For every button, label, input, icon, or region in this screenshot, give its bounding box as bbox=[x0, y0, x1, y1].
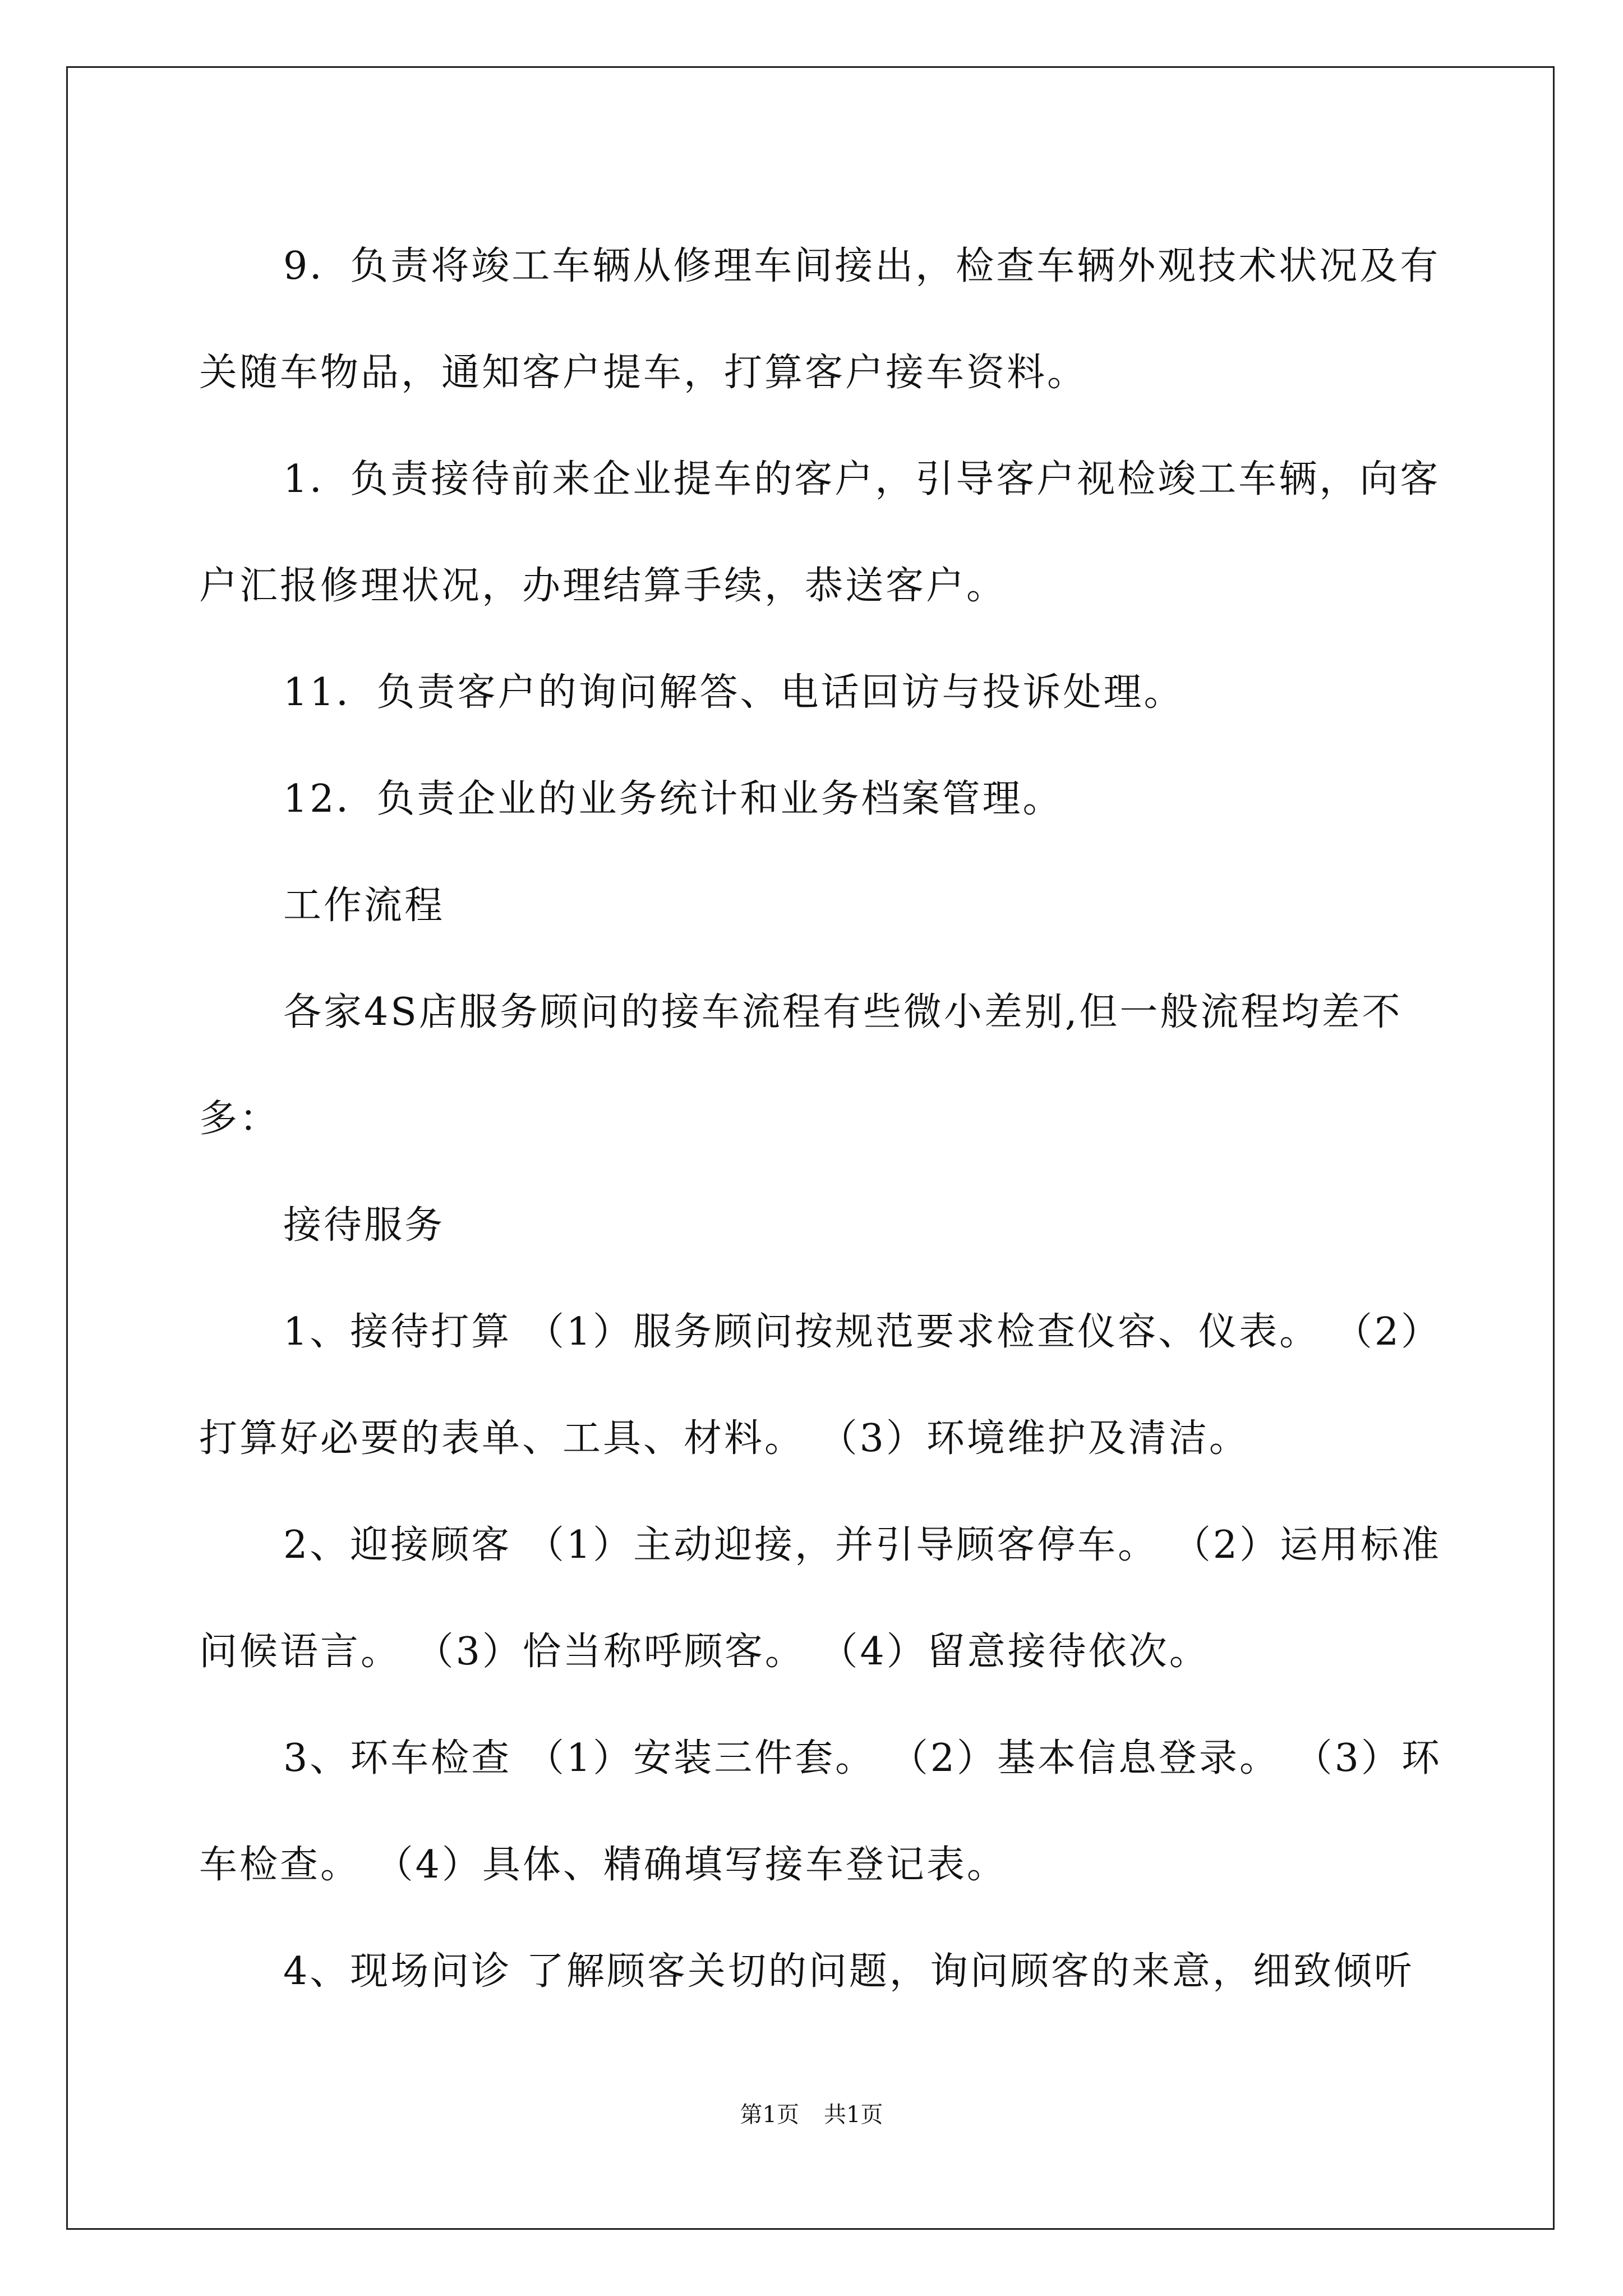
paragraph-step-2: 2、迎接顾客 （1）主动迎接，并引导顾客停车。 （2）运用标准问候语言。 （3）恰当称呼顾客。 （4）留意接待依次。 bbox=[199, 1523, 1442, 1674]
paragraph-item-11: 11．负责客户的询问解答、电话回访与投诉处理。 bbox=[283, 670, 1184, 715]
paragraph-item-12: 12．负责企业的业务统计和业务档案管理。 bbox=[283, 777, 1063, 821]
paragraph-item-9: 9．负责将竣工车辆从修理车间接出，检查车辆外观技术状况及有关随车物品，通知客户提车，打算客户接车资料。 bbox=[199, 244, 1441, 395]
document-body bbox=[199, 213, 1450, 2025]
paragraph-item-10: 1．负责接待前来企业提车的客户，引导客户视检竣工车辆，向客户汇报修理状况，办理结算手续，恭送客户。 bbox=[199, 457, 1441, 608]
section-heading-workflow: 工作流程 bbox=[283, 884, 445, 928]
paragraph-step-1: 1、接待打算 （1）服务顾问按规范要求检查仪容、仪表。 （2）打算好必要的表单、工具、材料。 （3）环境维护及清洁。 bbox=[199, 1310, 1442, 1461]
paragraph-workflow-intro: 各家4S店服务顾问的接车流程有些微小差别,但一般流程均差不多： bbox=[199, 990, 1403, 1141]
page-number-current: 第1页 bbox=[740, 2102, 799, 2128]
page-footer bbox=[0, 2098, 1623, 2132]
paragraph-step-3: 3、环车检查 （1）安装三件套。 （2）基本信息登录。 （3）环车检查。 （4）具体、精确填写接车登记表。 bbox=[199, 1736, 1442, 1887]
section-heading-reception: 接待服务 bbox=[283, 1203, 445, 1248]
paragraph-step-4: 4、现场问诊 了解顾客关切的问题，询问顾客的来意，细致倾听 bbox=[283, 1949, 1414, 1994]
page-number-total: 共1页 bbox=[824, 2102, 883, 2128]
